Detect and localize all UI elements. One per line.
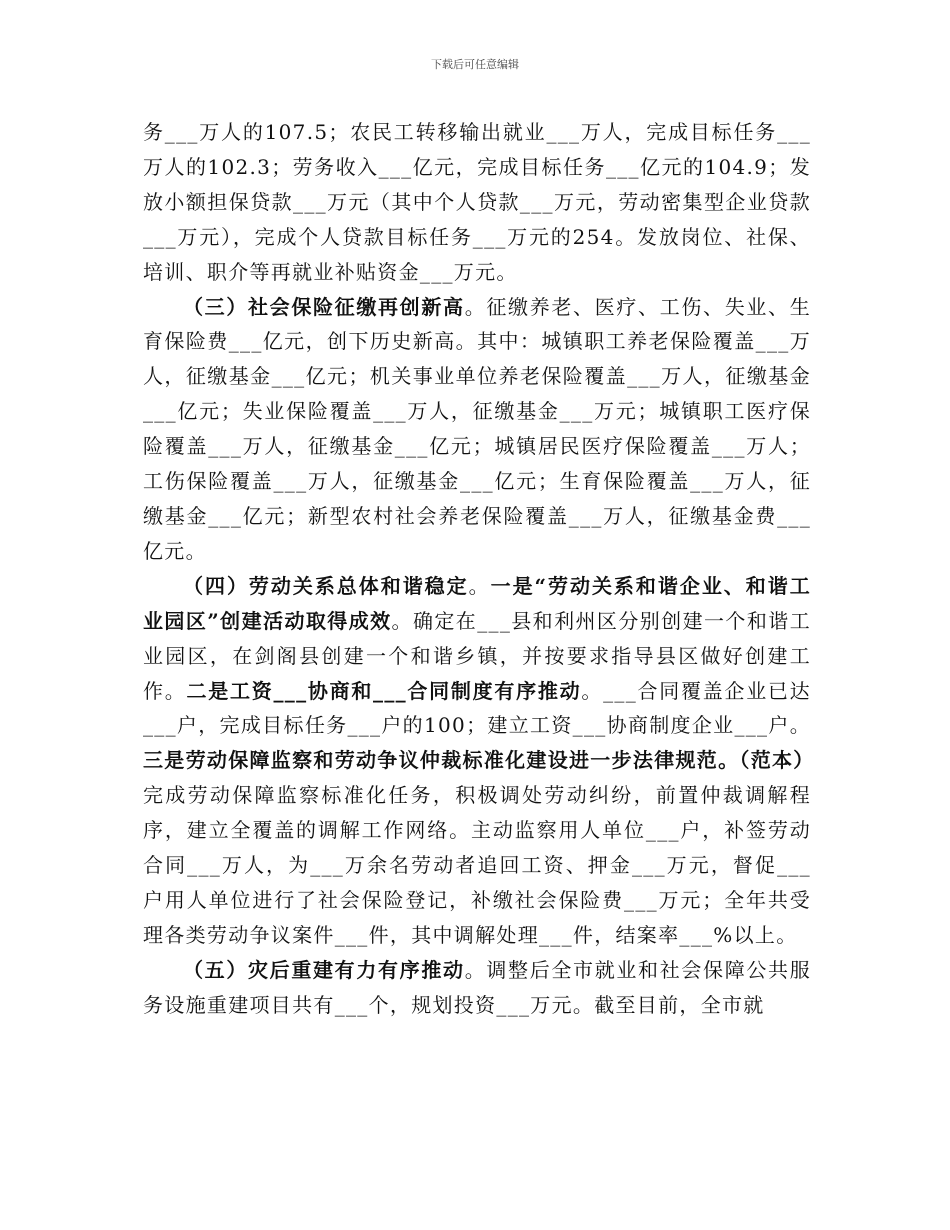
paragraph-text: 。确定在___县和利州区分别创建一个和谐工业园区，在剑阁县创建一个和谐乡镇，并按要求指导县区做好创建工作。 <box>143 608 811 703</box>
paragraph-2-social-insurance <box>143 290 811 569</box>
page-header: 下载后可任意编辑 <box>431 58 519 71</box>
section-heading: （五）灾后重建有力有序推动 <box>183 957 465 982</box>
document-body <box>143 115 815 1023</box>
paragraph-1 <box>143 115 811 290</box>
sub-heading-3: 三是劳动保障监察和劳动争议仲裁标准化建设进一步法律规范。（范本） <box>143 748 815 773</box>
sub-heading-2: 二是工资___协商和___合同制度有序推动 <box>186 678 582 703</box>
paragraph-text: 。征缴养老、医疗、工伤、失业、生育保险费___亿元，创下历史新高。其中：城镇职工养老保险覆盖___万人，征缴基金___亿元；机关事业单位养老保险覆盖___万人，征缴基金___亿元；失业保险覆盖___万人，征缴基金___万元；城镇职工医疗保险覆盖___万人，征缴基金___亿元；城镇居民医疗保险覆盖___万人；工伤保险覆盖___万人，征缴基金___亿元；生育保险覆盖___万人，征缴基金___亿元；新型农村社会养老保险覆盖___万人，征缴基金费___亿元。 <box>143 294 811 563</box>
section-heading: （三）社会保险征缴再创新高 <box>183 294 465 319</box>
paragraph-text: 。调整后全市就业和社会保障公共服务设施重建项目共有___个，规划投资___万元。截至目前，全市就 <box>143 957 811 1017</box>
section-heading: （四）劳动关系总体和谐稳定 <box>183 573 469 598</box>
sub-heading-1: 一是“劳动关系和谐企业、和谐工业园区”创建活动取得成效 <box>143 573 811 633</box>
paragraph-text: 完成劳动保障监察标准化任务，积极调处劳动纠纷，前置仲裁调解程序，建立全覆盖的调解工作网络。主动监察用人单位___户，补签劳动合同___万人，为___万余名劳动者追回工资、押金___万元，督促___户用人单位进行了社会保险登记，补缴社会保险费___万元；全年共受理各类劳动争议案件___件，其中调解处理___件，结案率___%以上。 <box>143 783 811 947</box>
paragraph-text: 。 <box>468 573 491 598</box>
paragraph-4-reconstruction <box>143 953 811 1023</box>
paragraph-text: 务___万人的107.5；农民工转移输出就业___万人，完成目标任务___万人的102.3；劳务收入___亿元，完成目标任务___亿元的104.9；发放小额担保贷款___万元（其中个人贷款___万元，劳动密集型企业贷款___万元），完成个人贷款目标任务___万元的254。发放岗位、社保、培训、职介等再就业补贴资金___万元。 <box>143 120 811 284</box>
paragraph-3-labor-relations <box>143 569 815 953</box>
paragraph-text: 。___合同覆盖企业已达___户，完成目标任务___户的100；建立工资___协商制度企业___户。 <box>143 678 811 738</box>
